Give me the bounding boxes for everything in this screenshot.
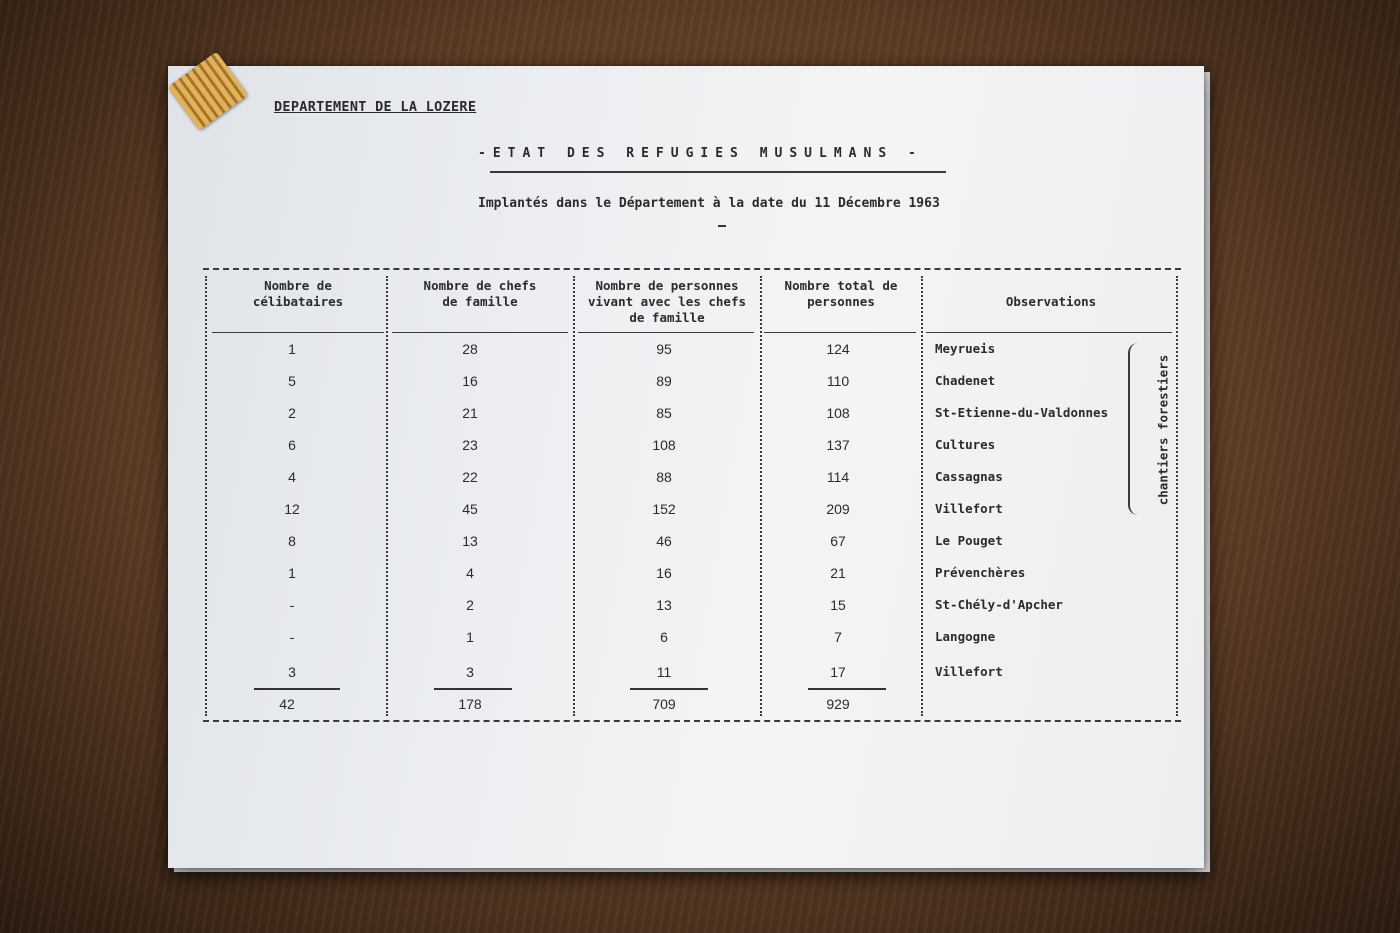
- cell-personnes-vivant: 11: [656, 664, 672, 680]
- cell-celibataires: 3: [288, 664, 296, 680]
- total-chefs-famille: 178: [458, 696, 482, 712]
- cell-chefs-famille: 4: [466, 565, 474, 581]
- cell-personnes-vivant: 88: [656, 469, 672, 485]
- header-separator: [392, 332, 568, 333]
- header-separator: [926, 332, 1172, 333]
- department-heading: DEPARTEMENT DE LA LOZERE: [274, 99, 477, 115]
- column-divider: [205, 276, 207, 716]
- cell-observation: Le Pouget: [935, 533, 1003, 548]
- cell-personnes-vivant: 13: [656, 597, 672, 613]
- cell-total-personnes: 110: [826, 373, 850, 389]
- cell-observation: Meyrueis: [935, 341, 996, 356]
- total-personnes: 929: [826, 696, 850, 712]
- cell-personnes-vivant: 6: [660, 629, 668, 645]
- cell-personnes-vivant: 108: [652, 437, 676, 453]
- cell-total-personnes: 21: [830, 565, 846, 581]
- cell-total-personnes: 209: [826, 501, 850, 517]
- cell-total-personnes: 15: [830, 597, 846, 613]
- cell-chefs-famille: 21: [462, 405, 478, 421]
- total-rule: [254, 688, 340, 690]
- cell-chefs-famille: 28: [462, 341, 478, 357]
- header-separator: [578, 332, 754, 333]
- column-divider: [386, 276, 388, 716]
- cell-personnes-vivant: 95: [656, 341, 672, 357]
- total-rule: [434, 688, 512, 690]
- cell-personnes-vivant: 16: [656, 565, 672, 581]
- cell-chefs-famille: 23: [462, 437, 478, 453]
- cell-personnes-vivant: 89: [656, 373, 672, 389]
- cell-personnes-vivant: 152: [652, 501, 676, 517]
- dash-mark: [718, 225, 726, 227]
- table-bottom-border: [203, 720, 1181, 722]
- cell-total-personnes: 67: [830, 533, 846, 549]
- document-title: -ETAT DES REFUGIES MUSULMANS -: [478, 146, 923, 161]
- header-chefs-famille: Nombre de chefs de famille: [423, 278, 537, 309]
- cell-celibataires: 4: [288, 469, 296, 485]
- cell-chefs-famille: 16: [462, 373, 478, 389]
- cell-celibataires: 1: [288, 565, 296, 581]
- cell-observation: Villefort: [935, 501, 1003, 516]
- header-personnes-vivant: Nombre de personnes vivant avec les chefs de famille: [587, 278, 747, 325]
- bracket-note: chantiers forestiers: [1155, 354, 1171, 506]
- cell-celibataires: 6: [288, 437, 296, 453]
- cell-celibataires: -: [289, 629, 295, 645]
- cell-observation: Villefort: [935, 664, 1003, 679]
- total-celibataires: 42: [279, 696, 295, 712]
- cell-observation: Chadenet: [935, 373, 996, 388]
- cell-chefs-famille: 2: [466, 597, 474, 613]
- cell-chefs-famille: 3: [466, 664, 474, 680]
- total-personnes-vivant: 709: [652, 696, 676, 712]
- header-total-personnes: Nombre total de personnes: [784, 278, 898, 309]
- column-divider: [573, 276, 575, 716]
- column-divider: [760, 276, 762, 716]
- header-celibataires: Nombre de célibataires: [252, 278, 344, 309]
- cell-observation: St-Chély-d'Apcher: [935, 597, 1063, 612]
- cell-celibataires: 12: [284, 501, 300, 517]
- cell-observation: Cassagnas: [935, 469, 1003, 484]
- cell-celibataires: -: [289, 597, 295, 613]
- cell-total-personnes: 108: [826, 405, 850, 421]
- cell-celibataires: 5: [288, 373, 296, 389]
- document-sheet: [168, 66, 1204, 868]
- cell-observation: Cultures: [935, 437, 996, 452]
- cell-chefs-famille: 45: [462, 501, 478, 517]
- observation-bracket: [1128, 343, 1142, 515]
- document-subtitle: Implantés dans le Département à la date du 11 Décembre 1963: [478, 196, 940, 211]
- cell-total-personnes: 124: [826, 341, 850, 357]
- title-underline: [490, 171, 946, 173]
- cell-chefs-famille: 22: [462, 469, 478, 485]
- cell-total-personnes: 137: [826, 437, 850, 453]
- cell-chefs-famille: 13: [462, 533, 478, 549]
- table-top-border: [203, 268, 1181, 270]
- cell-celibataires: 1: [288, 341, 296, 357]
- cell-observation: Prévenchères: [935, 565, 1026, 580]
- column-divider: [921, 276, 923, 716]
- header-separator: [212, 332, 384, 333]
- cell-total-personnes: 17: [830, 664, 846, 680]
- cell-personnes-vivant: 85: [656, 405, 672, 421]
- cell-celibataires: 8: [288, 533, 296, 549]
- cell-total-personnes: 114: [826, 469, 850, 485]
- total-rule: [630, 688, 708, 690]
- cell-observation: St-Etienne-du-Valdonnes: [935, 405, 1109, 420]
- cell-celibataires: 2: [288, 405, 296, 421]
- cell-total-personnes: 7: [834, 629, 842, 645]
- cell-personnes-vivant: 46: [656, 533, 672, 549]
- header-separator: [764, 332, 916, 333]
- column-divider: [1176, 276, 1178, 716]
- header-observations: Observations: [1005, 294, 1097, 309]
- cell-observation: Langogne: [935, 629, 996, 644]
- cell-chefs-famille: 1: [466, 629, 474, 645]
- total-rule: [808, 688, 886, 690]
- dash-mark-text: [716, 222, 717, 223]
